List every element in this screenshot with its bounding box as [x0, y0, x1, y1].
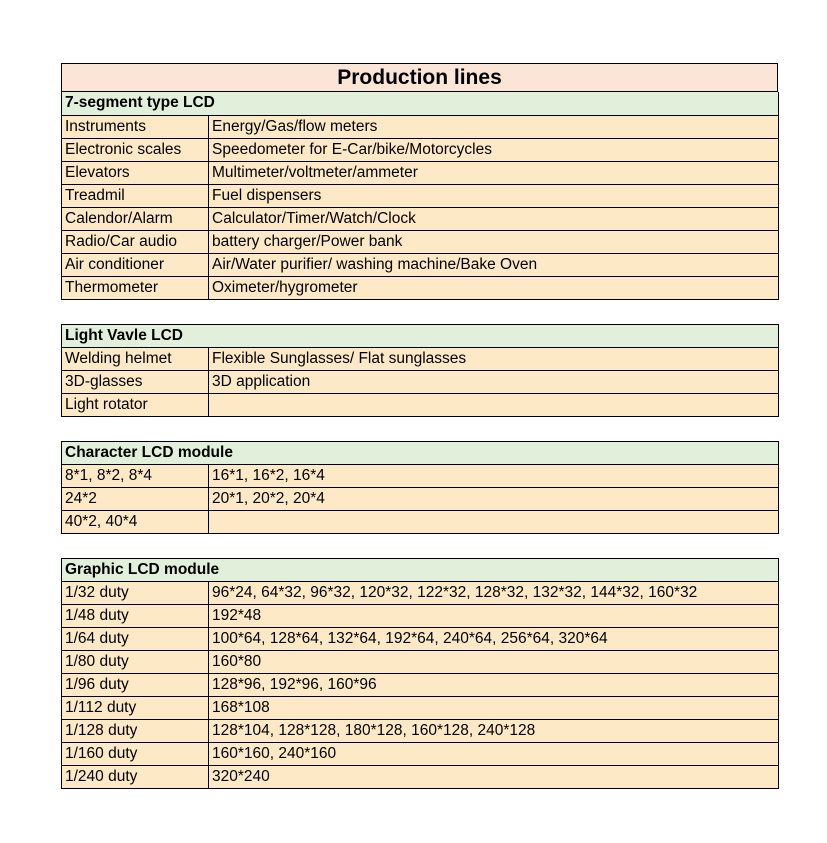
row-label: 1/128 duty: [62, 719, 209, 742]
row-label: 1/160 duty: [62, 742, 209, 765]
section-character-lcd-module: [61, 441, 779, 534]
section-graphic-lcd-module: [61, 558, 779, 789]
table-row: [62, 765, 779, 788]
row-label: Light rotator: [62, 393, 209, 416]
table-row: [62, 581, 779, 604]
row-value: 96*24, 64*32, 96*32, 120*32, 122*32, 128*32, 132*32, 144*32, 160*32: [209, 581, 779, 604]
row-label: 1/48 duty: [62, 604, 209, 627]
row-value: 128*96, 192*96, 160*96: [209, 673, 779, 696]
row-label: 1/64 duty: [62, 627, 209, 650]
table-row: [62, 276, 779, 299]
table-row: [62, 464, 779, 487]
row-value: 20*1, 20*2, 20*4: [209, 487, 779, 510]
table-row: [62, 161, 779, 184]
table-row: [62, 487, 779, 510]
row-value: [209, 393, 779, 416]
table-row: [62, 370, 779, 393]
row-label: Thermometer: [62, 276, 209, 299]
section-light-valve-lcd: [61, 324, 779, 417]
row-value: 168*108: [209, 696, 779, 719]
row-label: Calendor/Alarm: [62, 207, 209, 230]
row-value: Flexible Sunglasses/ Flat sunglasses: [209, 347, 779, 370]
table-row: [62, 207, 779, 230]
table-row: [62, 393, 779, 416]
row-label: Air conditioner: [62, 253, 209, 276]
row-label: Elevators: [62, 161, 209, 184]
table-row: [62, 650, 779, 673]
section-heading: 7-segment type LCD: [62, 92, 779, 115]
row-value: Oximeter/hygrometer: [209, 276, 779, 299]
row-label: Treadmil: [62, 184, 209, 207]
row-value: Calculator/Timer/Watch/Clock: [209, 207, 779, 230]
row-label: 1/240 duty: [62, 765, 209, 788]
row-label: 3D-glasses: [62, 370, 209, 393]
row-label: Welding helmet: [62, 347, 209, 370]
table-row: [62, 510, 779, 533]
row-label: Radio/Car audio: [62, 230, 209, 253]
row-value: 160*160, 240*160: [209, 742, 779, 765]
section-heading: Graphic LCD module: [62, 558, 779, 581]
row-value: Air/Water purifier/ washing machine/Bake Oven: [209, 253, 779, 276]
row-label: Electronic scales: [62, 138, 209, 161]
row-value: [209, 510, 779, 533]
row-label: Instruments: [62, 115, 209, 138]
table-row: [62, 604, 779, 627]
table-row: [62, 184, 779, 207]
row-value: Fuel dispensers: [209, 184, 779, 207]
row-value: 320*240: [209, 765, 779, 788]
section-7-segment-lcd: [61, 92, 779, 300]
table-row: [62, 719, 779, 742]
table-row: [62, 230, 779, 253]
row-value: 160*80: [209, 650, 779, 673]
table-row: [62, 742, 779, 765]
section-heading: Light Vavle LCD: [62, 324, 779, 347]
table-row: [62, 673, 779, 696]
production-lines-document: [61, 63, 778, 789]
row-label: 40*2, 40*4: [62, 510, 209, 533]
row-value: 3D application: [209, 370, 779, 393]
table-row: [62, 138, 779, 161]
row-label: 1/112 duty: [62, 696, 209, 719]
table-row: [62, 627, 779, 650]
row-value: Speedometer for E-Car/bike/Motorcycles: [209, 138, 779, 161]
row-value: battery charger/Power bank: [209, 230, 779, 253]
row-label: 8*1, 8*2, 8*4: [62, 464, 209, 487]
row-label: 1/80 duty: [62, 650, 209, 673]
table-row: [62, 115, 779, 138]
row-value: Multimeter/voltmeter/ammeter: [209, 161, 779, 184]
document-title: Production lines: [61, 63, 778, 92]
row-value: 16*1, 16*2, 16*4: [209, 464, 779, 487]
row-value: 128*104, 128*128, 180*128, 160*128, 240*128: [209, 719, 779, 742]
row-label: 24*2: [62, 487, 209, 510]
section-heading: Character LCD module: [62, 441, 779, 464]
table-row: [62, 696, 779, 719]
row-label: 1/32 duty: [62, 581, 209, 604]
row-value: 192*48: [209, 604, 779, 627]
row-value: 100*64, 128*64, 132*64, 192*64, 240*64, 256*64, 320*64: [209, 627, 779, 650]
row-label: 1/96 duty: [62, 673, 209, 696]
table-row: [62, 253, 779, 276]
row-value: Energy/Gas/flow meters: [209, 115, 779, 138]
table-row: [62, 347, 779, 370]
